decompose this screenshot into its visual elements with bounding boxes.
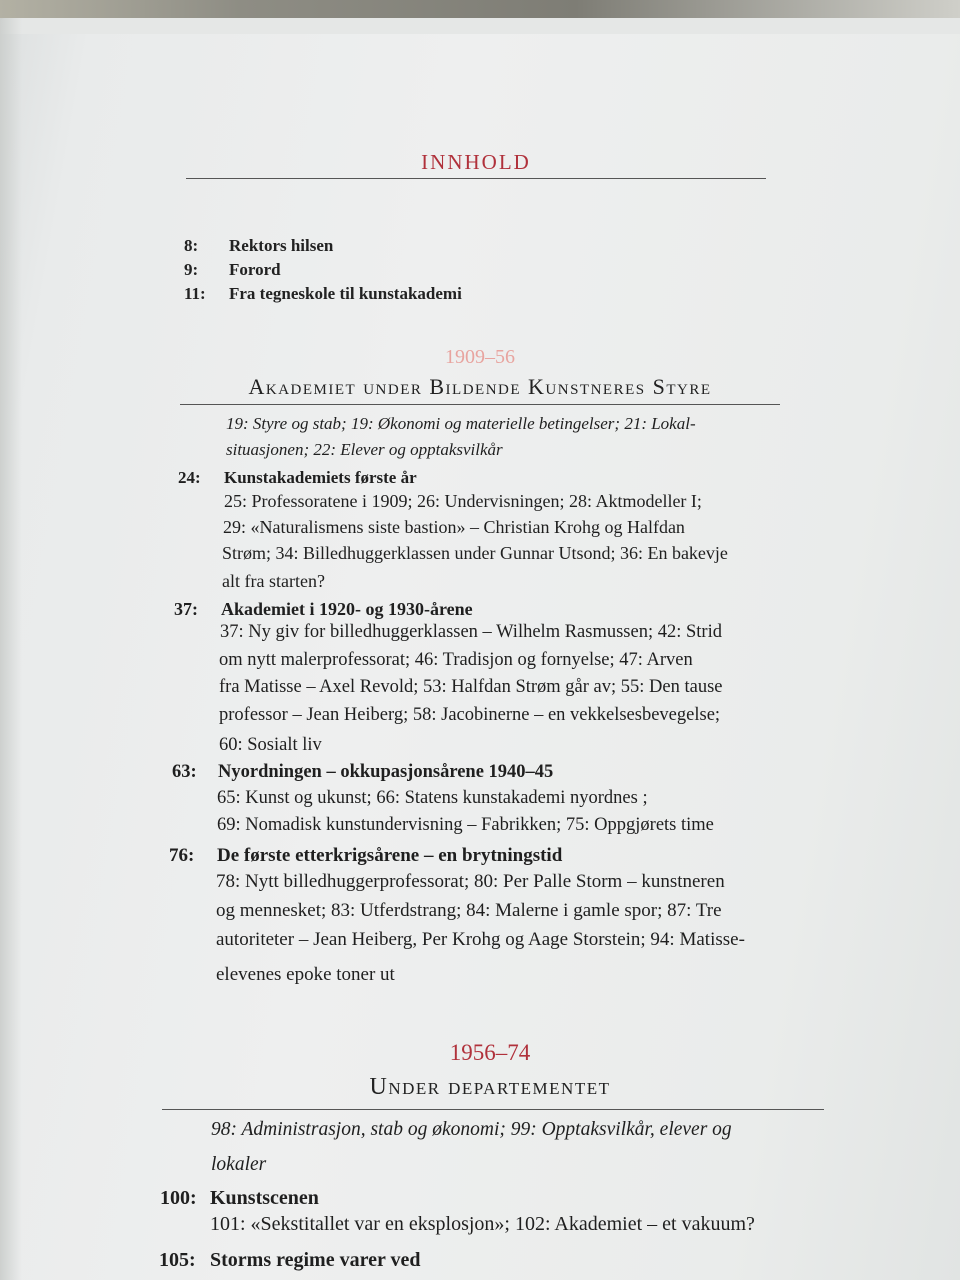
chapter-line: 25: Professoratene i 1909; 26: Undervisningen; 28: Aktmodeller I; xyxy=(224,491,702,511)
chapter-line: elevenes epoke toner ut xyxy=(216,964,395,985)
chapter-line: professor – Jean Heiberg; 58: Jacobinerne – en vekkelsesbevegelse; xyxy=(219,705,721,725)
chapter-line: om nytt malerprofessorat; 46: Tradisjon og fornyelse; 47: Arven xyxy=(219,650,693,670)
section-rule xyxy=(180,404,780,405)
chapter-line: 69: Nomadisk kunstundervisning – Fabrikken; 75: Oppgjørets time xyxy=(217,815,714,835)
chapter-num: 63: xyxy=(172,762,197,782)
section-years: 1956–74 xyxy=(449,1040,531,1065)
chapter-line: og mennesket; 83: Utferdstrang; 84: Malerne i gamle spor; 87: Tre xyxy=(216,900,722,921)
section-intro-line: situasjonen; 22: Elever og opptaksvilkår xyxy=(226,440,503,459)
chapter-num: 76: xyxy=(169,845,195,866)
intro-title: Fra tegneskole til kunstakademi xyxy=(229,284,462,303)
chapter-num: 100: xyxy=(160,1187,197,1209)
section-title: Under departementet xyxy=(369,1074,611,1100)
title-rule xyxy=(186,178,766,179)
chapter-line: autoriteter – Jean Heiberg, Per Krohg og Aage Storstein; 94: Matisse- xyxy=(216,929,745,950)
chapter-line: alt fra starten? xyxy=(222,571,325,591)
chapter-line: 37: Ny giv for billedhuggerklassen – Wilhelm Rasmussen; 42: Strid xyxy=(220,622,722,642)
section-intro-line: 98: Administrasjon, stab og økonomi; 99: Opptaksvilkår, elever og xyxy=(211,1119,732,1140)
page-gutter-shadow xyxy=(0,18,22,1280)
chapter-line: 101: «Sekstitallet var en eksplosjon»; 102: Akademiet – et vakuum? xyxy=(210,1213,755,1235)
section-title: Akademiet under Bildende Kunstneres Styre xyxy=(248,374,712,399)
chapter-num: 37: xyxy=(174,599,198,619)
chapter-title: Kunstakademiets første år xyxy=(224,468,417,487)
section-rule xyxy=(162,1109,824,1110)
chapter-title: Kunstscenen xyxy=(210,1187,319,1209)
intro-num: 8: xyxy=(184,236,199,255)
chapter-title: Storms regime varer ved xyxy=(210,1249,421,1271)
chapter-line: 29: «Naturalismens siste bastion» – Christian Krohg og Halfdan xyxy=(223,517,685,537)
intro-num: 11: xyxy=(184,284,206,303)
page-top-edge xyxy=(0,18,960,34)
section-intro-line: 19: Styre og stab; 19: Økonomi og materielle betingelser; 21: Lokal- xyxy=(226,414,696,433)
chapter-line: Strøm; 34: Billedhuggerklassen under Gunnar Utsond; 36: En bakevje xyxy=(222,543,728,563)
chapter-title: Akademiet i 1920- og 1930-årene xyxy=(221,599,473,619)
chapter-line: fra Matisse – Axel Revold; 53: Halfdan Strøm går av; 55: Den tause xyxy=(219,677,723,697)
section-years: 1909–56 xyxy=(445,346,515,368)
chapter-line: 78: Nytt billedhuggerprofessorat; 80: Per Palle Storm – kunstneren xyxy=(216,871,725,892)
section-intro-line: lokaler xyxy=(211,1154,267,1175)
chapter-title: Nyordningen – okkupasjonsårene 1940–45 xyxy=(218,762,554,782)
contents-title: INNHOLD xyxy=(421,150,531,174)
chapter-title: De første etterkrigsårene – en brytningstid xyxy=(217,845,563,866)
intro-title: Rektors hilsen xyxy=(229,236,334,255)
intro-num: 9: xyxy=(184,260,199,279)
intro-title: Forord xyxy=(229,260,281,279)
chapter-num: 24: xyxy=(178,468,201,487)
chapter-num: 105: xyxy=(159,1249,196,1271)
chapter-line: 60: Sosialt liv xyxy=(219,735,322,755)
chapter-line: 65: Kunst og ukunst; 66: Statens kunstakademi nyordnes ; xyxy=(217,788,648,808)
